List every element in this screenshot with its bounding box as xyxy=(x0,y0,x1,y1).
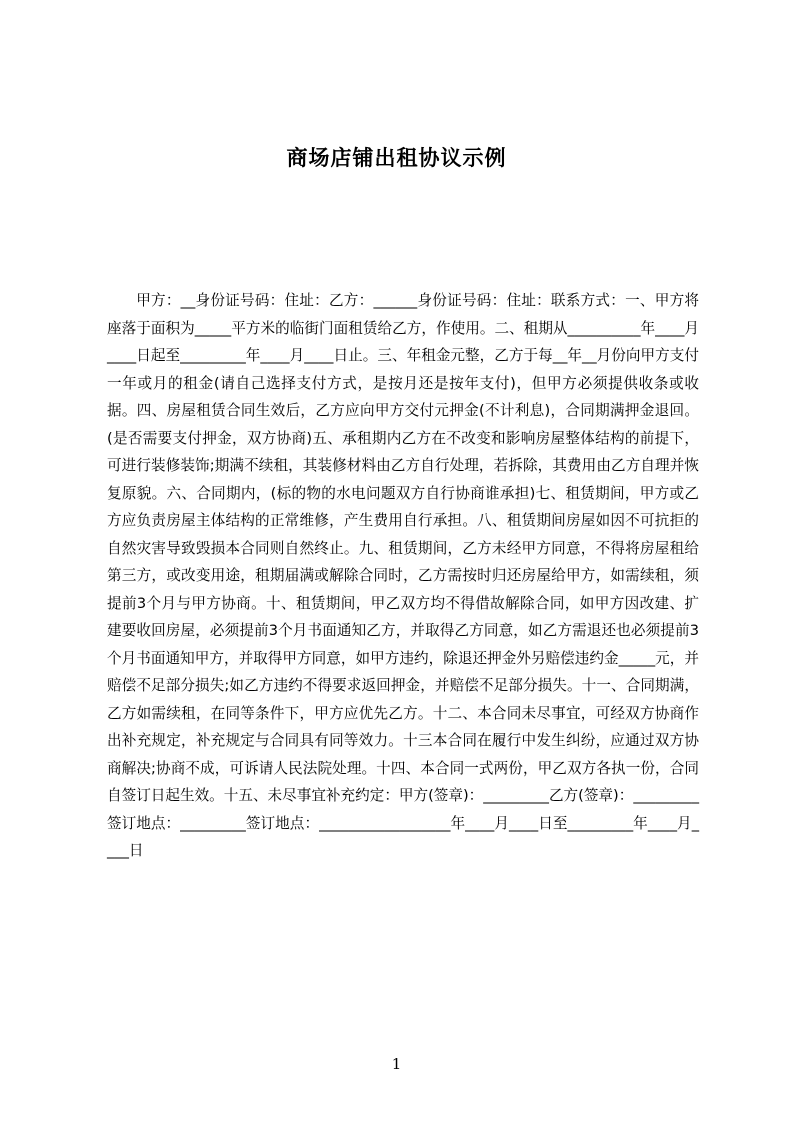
document-title: 商场店铺出租协议示例 xyxy=(286,146,507,170)
page-number: 1 xyxy=(391,1055,402,1073)
document-body-text: 甲方：__身份证号码：住址：乙方：______身份证号码：住址：联系方式：一、甲方将座落于面积为_____平方米的临街门面租赁给乙方，作使用。二、租期从__________年____月____日起至_________年____月____日止。三、年租金元整，乙方于每__年__月份向甲方支付一年或月的租金(请自己选择支付方式，是按月还是按年支付)，但甲方必须提供收条或收据。四、房屋租赁合同生效后，乙方应向甲方交付元押金(不计利息)，合同期满押金退回。(是否需要支付押金，双方协商)五、承租期内乙方在不改变和影响房屋整体结构的前提下，可进行装修装饰;期满不续租，其装修材料由乙方自行处理，若拆除，其费用由乙方自理并恢复原貌。六、合同期内，(标的物的水电问题双方自行协商谁承担)七、租赁期间，甲方或乙方应负责房屋主体结构的正常维修，产生费用自行承担。八、租赁期间房屋如因不可抗拒的自然灾害导致毁损本合同则自然终止。九、租赁期间，乙方未经甲方同意，不得将房屋租给第三方，或改变用途，租期届满或解除合同时，乙方需按时归还房屋给甲方，如需续租，须提前3个月与甲方协商。十、租赁期间，甲乙双方均不得借故解除合同，如甲方因改建、扩建要收回房屋，必须提前3个月书面通知乙方，并取得乙方同意，如乙方需退还也必须提前3个月书面通知甲方，并取得甲方同意，如甲方违约，除退还押金外另赔偿违约金_____元，并赔偿不足部分损失;如乙方违约不得要求返回押金，并赔偿不足部分损失。十一、合同期满，乙方如需续租，在同等条件下，甲方应优先乙方。十二、本合同未尽事宜，可经双方协商作出补充规定，补充规定与合同具有同等效力。十三本合同在履行中发生纠纷，应通过双方协商解决;协商不成，可诉请人民法院处理。十四、本合同一式两份，甲乙双方各执一份，合同自签订日起生效。十五、未尽事宜补充约定：甲方(签章)：_________乙方(签章)：_________签订地点：_________签订地点：__________________年____月____日至_________年____月____日 xyxy=(107,292,699,859)
